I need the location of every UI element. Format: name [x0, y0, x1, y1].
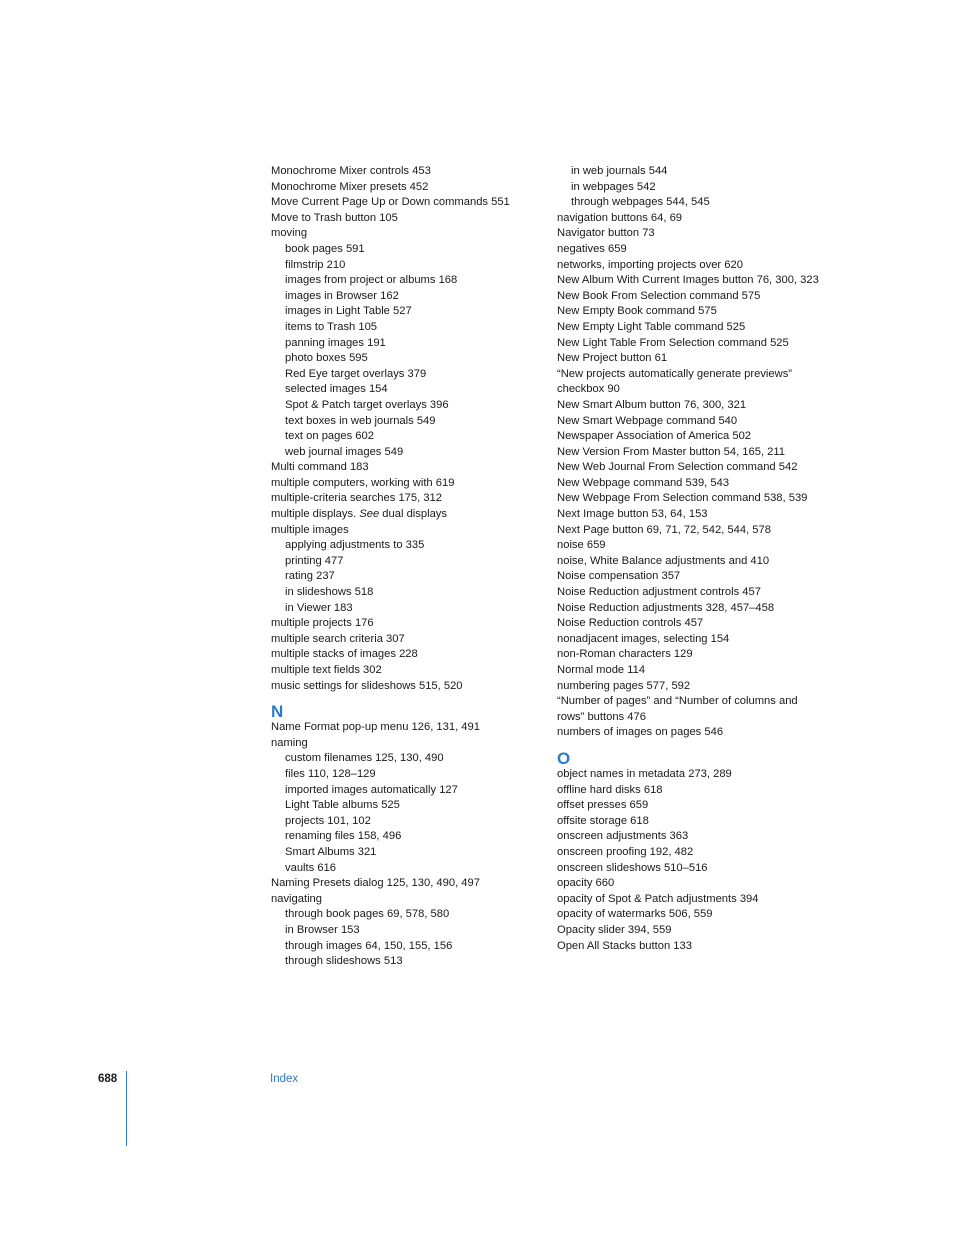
index-entry: object names in metadata 273, 289	[557, 767, 732, 780]
index-entry: Newspaper Association of America 502	[557, 430, 752, 443]
index-entry: numbers of images on pages 546	[557, 726, 724, 739]
index-entry: Monochrome Mixer presets 452	[271, 180, 429, 193]
index-entry: offset presses 659	[557, 799, 649, 812]
index-entry: negatives 659	[557, 242, 627, 255]
index-entry: “Number of pages” and “Number of columns and rows” buttons 476	[557, 695, 798, 723]
section-label: Index	[270, 1073, 299, 1085]
index-entry: Noise Reduction adjustment controls 457	[557, 586, 761, 599]
index-entry: multiple search criteria 307	[271, 632, 405, 645]
index-subentry: filmstrip 210	[285, 258, 346, 271]
index-subentry: rating 237	[285, 570, 335, 583]
index-subentry: projects 101, 102	[285, 814, 371, 827]
index-entry: offsite storage 618	[557, 814, 649, 827]
index-entry: New Webpage From Selection command 538, 539	[557, 492, 808, 505]
index-entry: networks, importing projects over 620	[557, 258, 743, 271]
index-entry: New Smart Album button 76, 300, 321	[557, 398, 747, 411]
index-subentry: in Browser 153	[285, 923, 360, 936]
index-entry: opacity of watermarks 506, 559	[557, 908, 713, 921]
index-entry: Open All Stacks button 133	[557, 939, 692, 952]
index-entry: Naming Presets dialog 125, 130, 490, 497	[271, 877, 480, 890]
index-subentry: text on pages 602	[285, 430, 374, 443]
index-entry: New Project button 61	[557, 352, 668, 365]
index-entry: multiple-criteria searches 175, 312	[271, 492, 443, 505]
index-subentry: in webpages 542	[571, 180, 656, 193]
index-entry: New Web Journal From Selection command 542	[557, 461, 798, 474]
see-reference: See	[359, 508, 380, 521]
index-entry: “New projects automatically generate previews” checkbox 90	[557, 367, 793, 396]
index-entry: New Smart Webpage command 540	[557, 414, 738, 427]
section-letter-heading: O	[557, 748, 571, 768]
index-subentry: through webpages 544, 545	[571, 196, 710, 209]
index-subentry: through book pages 69, 578, 580	[285, 908, 450, 921]
index-entry: New Light Table From Selection command 525	[557, 336, 789, 349]
index-entry: Navigator button 73	[557, 227, 655, 240]
index-entry: noise, White Balance adjustments and 410	[557, 554, 770, 567]
index-entry: music settings for slideshows 515, 520	[271, 679, 463, 692]
index-subentry: text boxes in web journals 549	[285, 414, 436, 427]
index-column-left	[271, 164, 541, 970]
index-entry: Move Current Page Up or Down commands 551	[271, 196, 510, 209]
index-entry: naming	[271, 736, 308, 749]
index-entry-term: multiple displays.	[271, 508, 360, 521]
index-subentry: imported images automatically 127	[285, 783, 458, 796]
index-entry: Move to Trash button 105	[271, 211, 398, 224]
index-entry: nonadjacent images, selecting 154	[557, 632, 730, 645]
index-entry: Normal mode 114	[557, 664, 646, 676]
index-entry: Noise Reduction adjustments 328, 457–458	[557, 601, 775, 614]
index-entry: noise 659	[557, 539, 606, 552]
index-subentry: in slideshows 518	[285, 586, 374, 599]
index-column-right	[557, 164, 819, 954]
index-entry: multiple computers, working with 619	[271, 476, 455, 489]
page-number: 688	[98, 1073, 118, 1085]
index-subentry: Red Eye target overlays 379	[285, 367, 427, 380]
index-subentry: book pages 591	[285, 242, 365, 255]
index-entry: Next Page button 69, 71, 72, 542, 544, 578	[557, 523, 771, 536]
index-subentry: web journal images 549	[285, 445, 404, 458]
index-entry: opacity 660	[557, 877, 615, 890]
index-subentry: items to Trash 105	[285, 320, 378, 333]
index-entry: Next Image button 53, 64, 153	[557, 508, 708, 521]
index-subentry: Smart Albums 321	[285, 845, 377, 858]
index-entry: onscreen slideshows 510–516	[557, 861, 708, 874]
index-entry: multiple text fields 302	[271, 664, 382, 676]
index-entry: Multi command 183	[271, 461, 369, 474]
index-subentry: custom filenames 125, 130, 490	[285, 752, 444, 765]
index-subentry: Light Table albums 525	[285, 799, 400, 812]
index-entry	[271, 507, 541, 523]
index-subentry: renaming files 158, 496	[285, 830, 402, 843]
index-entry: New Webpage command 539, 543	[557, 476, 730, 489]
index-entry: New Version From Master button 54, 165, 211	[557, 445, 786, 458]
index-subentry: applying adjustments to 335	[285, 539, 425, 552]
index-subentry: selected images 154	[285, 383, 388, 396]
index-subentry: photo boxes 595	[285, 352, 368, 365]
index-subentry: printing 477	[285, 554, 344, 567]
index-entry: moving	[271, 227, 308, 240]
index-entry: Noise Reduction controls 457	[557, 617, 704, 630]
index-subentry: images in Light Table 527	[285, 305, 412, 318]
index-entry: New Book From Selection command 575	[557, 289, 761, 302]
index-entry: Monochrome Mixer controls 453	[271, 165, 431, 177]
index-entry: New Album With Current Images button 76, 300, 323	[557, 274, 819, 287]
index-entry: numbering pages 577, 592	[557, 679, 691, 692]
index-entry: navigating	[271, 892, 323, 905]
index-entry: navigation buttons 64, 69	[557, 211, 683, 224]
index-entry: non-Roman characters 129	[557, 648, 693, 661]
index-subentry: Spot & Patch target overlays 396	[285, 398, 449, 411]
index-entry: multiple images	[271, 523, 349, 536]
see-target: dual displays	[379, 508, 447, 521]
index-subentry: files 110, 128–129	[285, 767, 376, 780]
index-subentry: in web journals 544	[571, 165, 668, 177]
index-entry: Noise compensation 357	[557, 570, 681, 583]
index-entry: New Empty Light Table command 525	[557, 320, 746, 333]
index-entry: Opacity slider 394, 559	[557, 923, 672, 936]
section-letter-heading: N	[271, 702, 284, 722]
footer-divider	[126, 1071, 127, 1146]
index-subentry: through images 64, 150, 155, 156	[285, 939, 453, 952]
index-entry: Name Format pop-up menu 126, 131, 491	[271, 721, 480, 734]
index-subentry: through slideshows 513	[285, 955, 403, 968]
index-subentry: images from project or albums 168	[285, 274, 458, 287]
index-entry: multiple stacks of images 228	[271, 648, 418, 661]
index-entry: New Empty Book command 575	[557, 305, 717, 318]
index-entry: multiple projects 176	[271, 617, 374, 630]
index-entry: onscreen adjustments 363	[557, 830, 689, 843]
index-entry: offline hard disks 618	[557, 783, 663, 796]
index-subentry: in Viewer 183	[285, 601, 353, 614]
index-subentry: vaults 616	[285, 861, 336, 874]
index-subentry: images in Browser 162	[285, 289, 399, 302]
index-entry: onscreen proofing 192, 482	[557, 845, 694, 858]
index-subentry: panning images 191	[285, 336, 386, 349]
index-entry: opacity of Spot & Patch adjustments 394	[557, 892, 759, 905]
